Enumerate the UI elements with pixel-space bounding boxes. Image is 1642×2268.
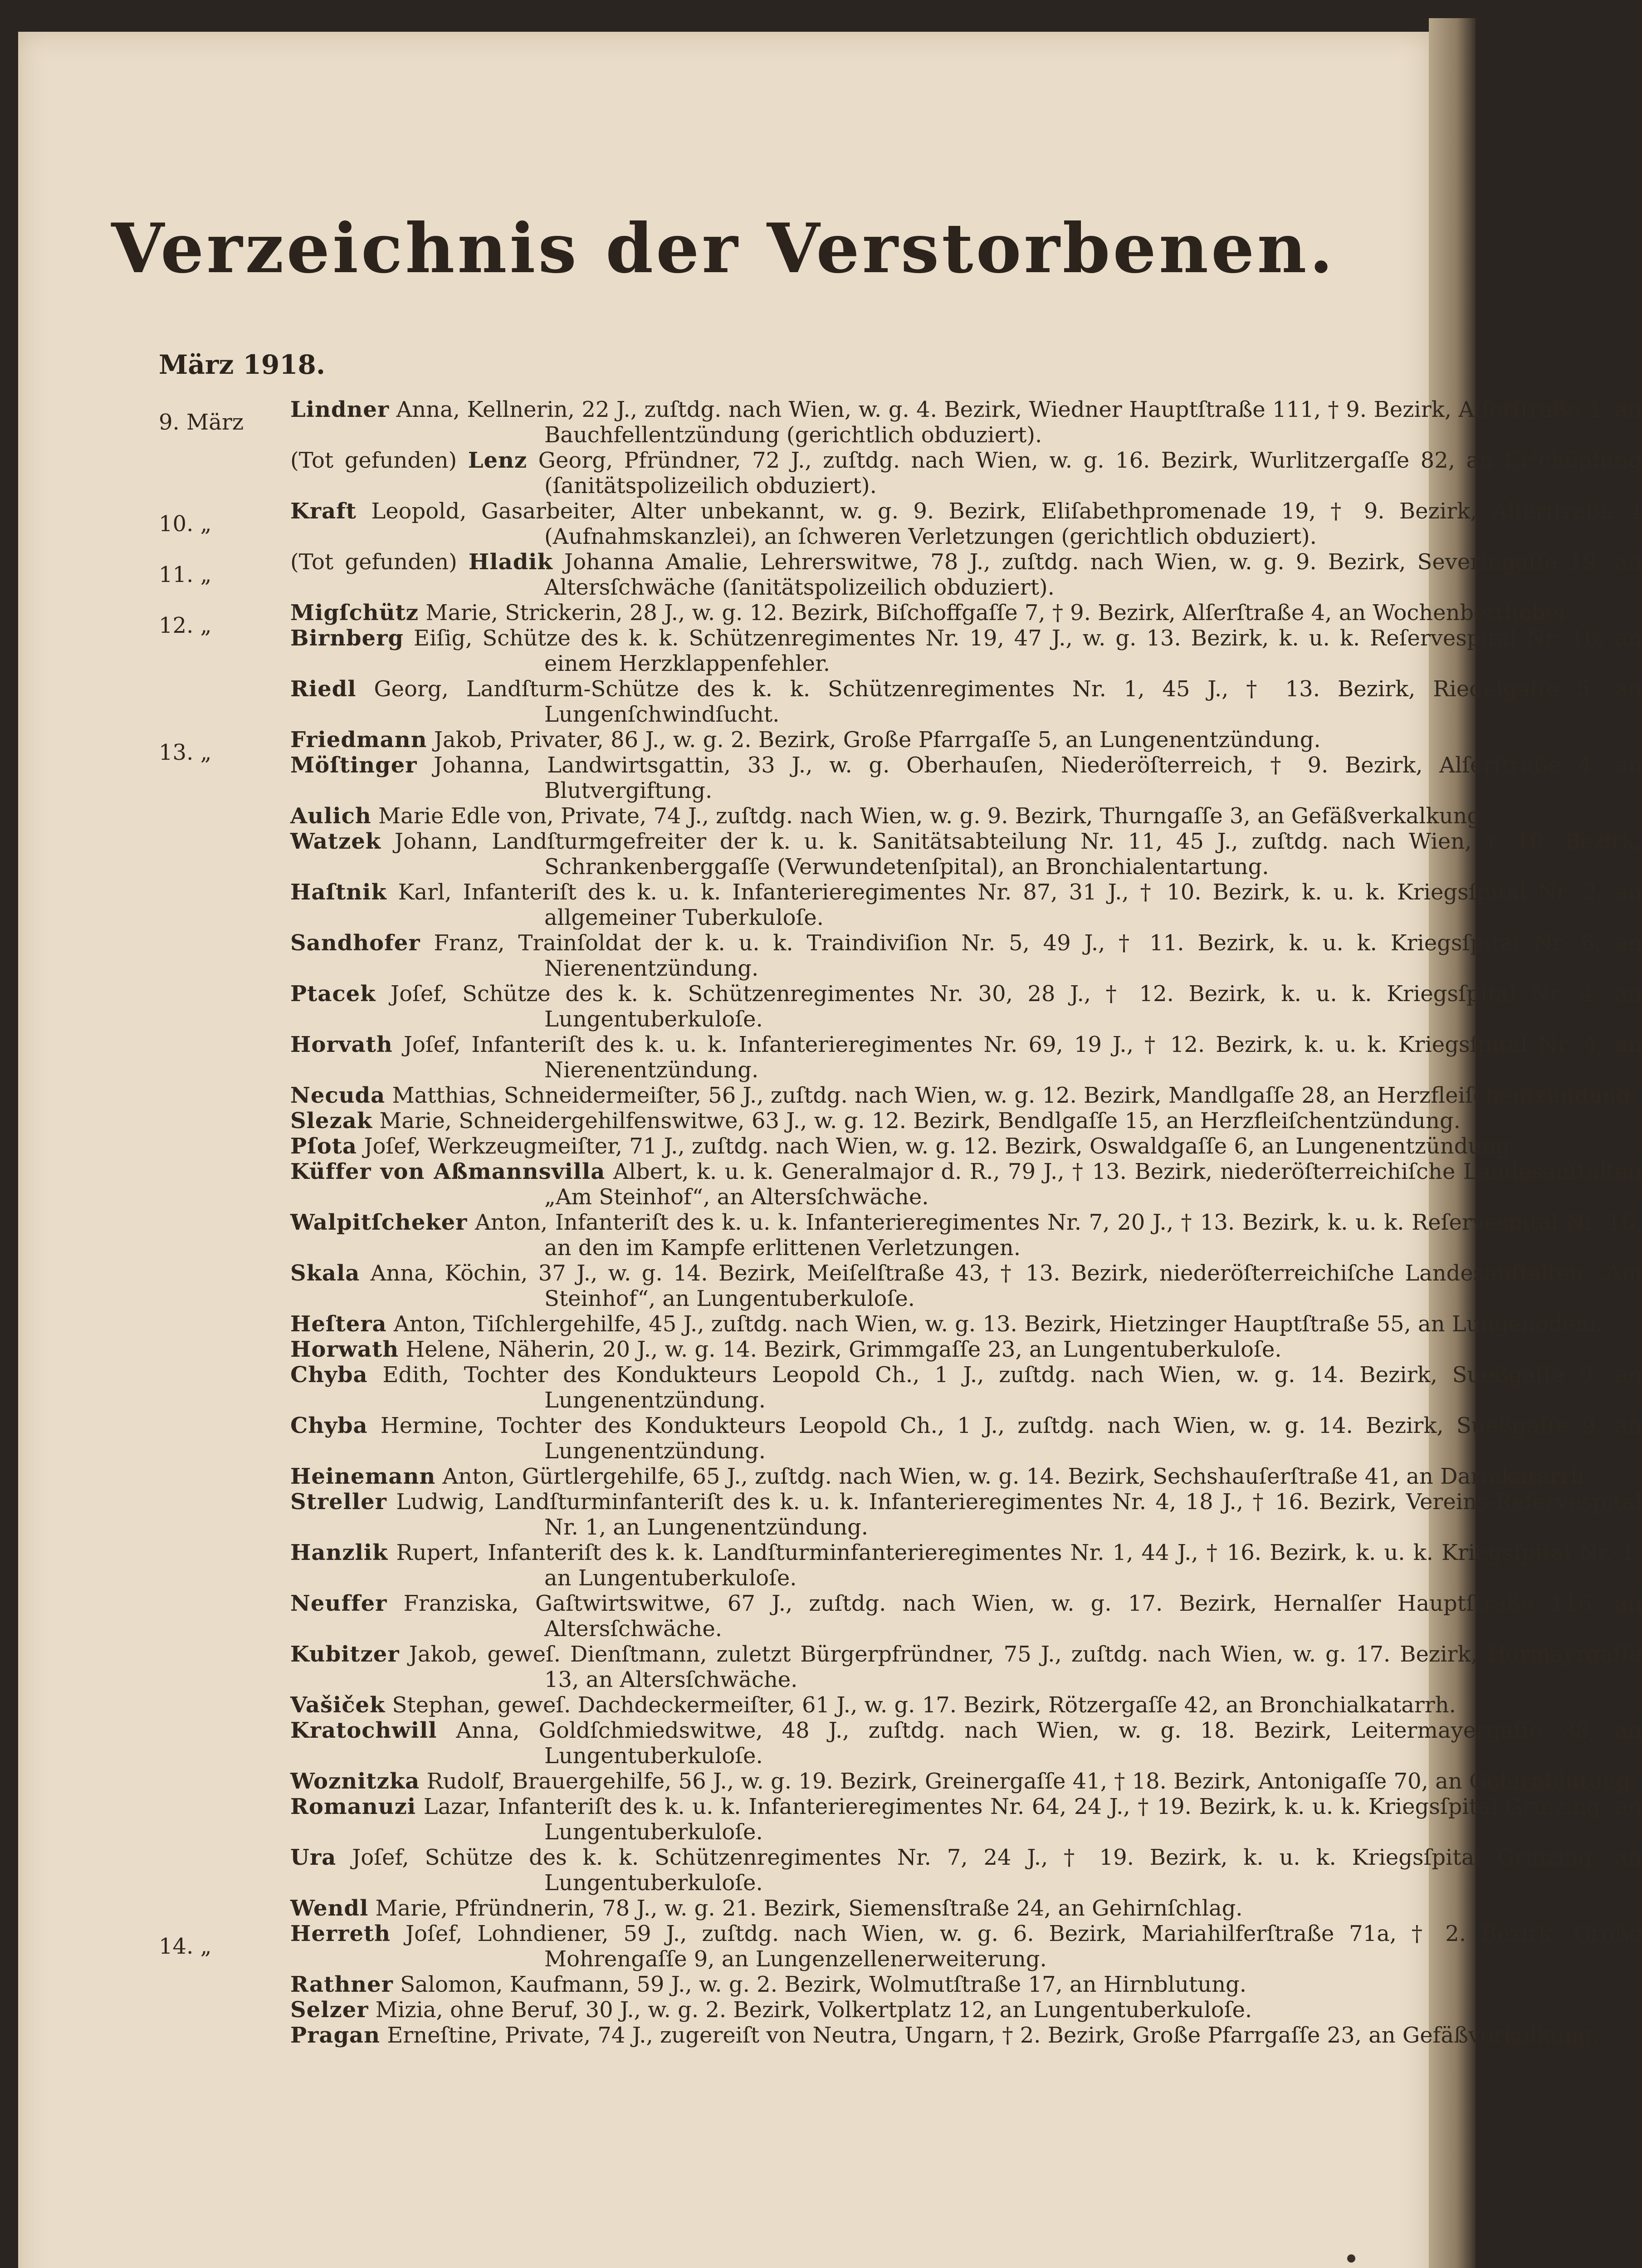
entry-date: 14. „ bbox=[159, 1934, 212, 1959]
list-item bbox=[18, 676, 1642, 727]
entry-name: Chyba bbox=[290, 1362, 368, 1388]
entry-details: Johanna Amalie, Lehrerswitwe, 78 J., zuſtdg. nach Wien, w. g. 9. Bezirk, Severingaſſe 19, an Altersſchwäche (ſanitätspolizeilich obduziert). bbox=[544, 549, 1642, 600]
list-item bbox=[18, 1134, 1517, 1159]
entry-details: Marie, Schneidergehilfenswitwe, 63 J., w. g. 12. Bezirk, Bendlgaſſe 15, an Herzfleiſchentzündung. bbox=[372, 1108, 1461, 1134]
list-item bbox=[18, 930, 1642, 981]
entry-text bbox=[290, 829, 1642, 880]
entry-date: 10. „ bbox=[159, 511, 212, 537]
entry-details: Georg, Landſturm-Schütze des k. k. Schützenregimentes Nr. 1, 45 J., † 13. Bezirk, Riedelgaſſe 5, an Lungenſchwindſucht. bbox=[356, 676, 1642, 727]
page-title: Verzeichnis der Verstorbenen. bbox=[111, 209, 1336, 288]
list-item bbox=[18, 1261, 1642, 1311]
list-item bbox=[18, 1489, 1642, 1540]
list-item bbox=[18, 753, 1642, 803]
list-item bbox=[18, 1083, 1637, 1108]
entry-name: Romanuzi bbox=[290, 1794, 416, 1819]
entry-details: Joſef, Schütze des k. k. Schützenregimentes Nr. 7, 24 J., † 19. Bezirk, k. u. k. Kriegsſpital Grinzing, an Lungentuberkuloſe. bbox=[336, 1845, 1642, 1896]
entry-name: Neuffer bbox=[290, 1591, 387, 1616]
list-item bbox=[18, 981, 1642, 1032]
entry-name: Heinemann bbox=[290, 1464, 436, 1489]
list-item bbox=[18, 1540, 1642, 1591]
entry-name: Sandhofer bbox=[290, 930, 420, 956]
entry-text bbox=[290, 1997, 1642, 2023]
entry-text bbox=[290, 1108, 1642, 1134]
entry-text bbox=[290, 727, 1642, 753]
entry-text bbox=[290, 499, 1642, 549]
entry-name: Haſtnik bbox=[290, 880, 387, 905]
list-item bbox=[18, 1032, 1642, 1083]
entry-details: Marie, Strickerin, 28 J., w. g. 12. Bezirk, Biſchoffgaſſe 7, † 9. Bezirk, Alſerſtraße 4, an Wochenbettfieber. bbox=[419, 600, 1574, 626]
entry-details: Leopold, Gasarbeiter, Alter unbekannt, w. g. 9. Bezirk, Eliſabethpromenade 19, † 9. Bezirk, Alſerſtraße 4 (Aufnahmskanzlei), an ſchweren Verletzungen (gerichtlich obduziert). bbox=[356, 499, 1642, 549]
list-item bbox=[18, 880, 1642, 930]
list-item bbox=[18, 1769, 1637, 1794]
entry-details: Ludwig, Landſturminfanteriſt des k. u. k. Infanterieregimentes Nr. 4, 18 J., † 16. Bezirk, Vereins-Reſervespital Nr. 1, an Lungenentzündung. bbox=[386, 1489, 1642, 1540]
list-item bbox=[18, 1718, 1642, 1769]
entry-details: Joſef, Schütze des k. k. Schützenregimentes Nr. 30, 28 J., † 12. Bezirk, k. u. k. Kriegsſpital Nr. 4, an Lungentuberkuloſe. bbox=[376, 981, 1642, 1032]
entry-name: Kraft bbox=[290, 499, 357, 524]
entry-details: Lazar, Infanteriſt des k. u. k. Infanterieregimentes Nr. 64, 24 J., † 19. Bezirk, k. u. k. Kriegsſpital Grinzing, an Lungentuberkuloſe. bbox=[416, 1794, 1642, 1845]
entry-name: Necuda bbox=[290, 1083, 386, 1108]
entry-name: Horwath bbox=[290, 1337, 399, 1362]
list-item bbox=[18, 1362, 1642, 1413]
entry-date: 13. „ bbox=[159, 740, 212, 765]
entry-name: Chyba bbox=[290, 1413, 368, 1438]
entry-name: Kubitzer bbox=[290, 1642, 400, 1667]
entry-details: Salomon, Kaufmann, 59 J., w. g. 2. Bezirk, Wolmutſtraße 17, an Hirnblutung. bbox=[393, 1972, 1247, 1997]
entry-text bbox=[290, 1845, 1642, 1896]
entry-details: Marie Edle von, Private, 74 J., zuſtdg. nach Wien, w. g. 9. Bezirk, Thurngaſſe 3, an Gefäßverkalkung. bbox=[371, 803, 1488, 829]
entry-text bbox=[290, 1311, 1642, 1337]
entry-name: Lindner bbox=[290, 397, 390, 422]
entry-details: Anna, Goldſchmiedswitwe, 48 J., zuſtdg. nach Wien, w. g. 18. Bezirk, Leitermayergaſſe 38, an Lungentuberkuloſe. bbox=[437, 1718, 1642, 1769]
entry-name: Vašiček bbox=[290, 1692, 386, 1718]
entry-details: Franz, Trainſoldat der k. u. k. Traindiviſion Nr. 5, 49 J., † 11. Bezirk, k. u. k. Kriegsſpital Nr. 6, an Nierenentzündung. bbox=[420, 930, 1642, 981]
ink-dot bbox=[1347, 2254, 1355, 2263]
entry-text bbox=[290, 1642, 1642, 1692]
list-item bbox=[18, 1997, 1429, 2023]
list-item bbox=[18, 1311, 1603, 1337]
entry-text bbox=[290, 549, 1642, 600]
entry-text bbox=[290, 880, 1642, 930]
entry-text bbox=[290, 1921, 1642, 1972]
entry-name: Woznitzka bbox=[290, 1769, 420, 1794]
entry-name: Hladik bbox=[469, 549, 553, 575]
entry-details: Anton, Infanteriſt des k. u. k. Infanterieregimentes Nr. 7, 20 J., † 13. Bezirk, k. u. k. Reſervespital Nr. 16, an den im Kampfe erlittenen Verletzungen. bbox=[467, 1210, 1642, 1261]
entry-text bbox=[290, 448, 1642, 499]
entry-name: Aulich bbox=[290, 803, 371, 829]
entry-details: Jakob, geweſ. Dienſtmann, zuletzt Bürgerpfründner, 75 J., zuſtdg. nach Wien, w. g. 17. Bezirk, Hormayrgaſſe 13, an Altersſchwäche. bbox=[399, 1642, 1642, 1692]
entry-text bbox=[290, 981, 1642, 1032]
entry-text bbox=[290, 1540, 1642, 1591]
list-item bbox=[18, 1210, 1642, 1261]
entry-name: Watzek bbox=[290, 829, 381, 854]
entry-name: Lenz bbox=[468, 448, 528, 473]
entry-details: Eiſig, Schütze des k. k. Schützenregimentes Nr. 19, 47 J., w. g. 13. Bezirk, k. u. k. Reſervespital Nr. 16, an einem Herzklappenfehler. bbox=[403, 626, 1642, 676]
list-item bbox=[18, 499, 1642, 549]
entry-details: Karl, Infanteriſt des k. u. k. Infanterieregimentes Nr. 87, 31 J., † 10. Bezirk, k. u. k. Kriegsſpital Nr. 2, an allgemeiner Tuberkuloſe. bbox=[386, 880, 1642, 930]
entry-text bbox=[290, 1464, 1642, 1489]
entry-text bbox=[290, 1692, 1642, 1718]
entry-text bbox=[290, 1261, 1642, 1311]
list-item bbox=[18, 600, 1574, 638]
entry-details: Rudolf, Brauergehilfe, 56 J., w. g. 19. Bezirk, Greinergaſſe 41, † 18. Bezirk, Antonigaſſe 70, an Gehirnblutung. bbox=[420, 1769, 1637, 1794]
list-item bbox=[18, 803, 1488, 829]
list-item bbox=[18, 829, 1642, 880]
list-item bbox=[18, 549, 1642, 600]
entry-name: Birnberg bbox=[290, 626, 404, 651]
entry-prefix: (Tot gefunden) bbox=[290, 549, 469, 575]
entry-prefix: (Tot gefunden) bbox=[290, 448, 468, 473]
list-item bbox=[18, 397, 1642, 448]
entry-name: Rathner bbox=[290, 1972, 393, 1997]
entry-text bbox=[290, 1134, 1642, 1159]
entry-details: Johann, Landſturmgefreiter der k. u. k. Sanitätsabteilung Nr. 11, 45 J., zuſtdg. nach Wien, † 10. Bezirk, Schrankenberggaſſe (Verwundetenſpital), an Bronchialentartung. bbox=[381, 829, 1642, 880]
entry-details: Hermine, Tochter des Kondukteurs Leopold Ch., 1 J., zuſtdg. nach Wien, w. g. 14. Bezirk, Sueßgaſſe 9, an Lungenentzündung. bbox=[367, 1413, 1642, 1464]
entry-name: Streller bbox=[290, 1489, 387, 1515]
entry-date: 12. „ bbox=[159, 613, 212, 638]
entry-name: Wendl bbox=[290, 1896, 369, 1921]
entry-text bbox=[290, 397, 1642, 448]
list-item bbox=[18, 1896, 1429, 1921]
entry-details: Matthias, Schneidermeiſter, 56 J., zuſtdg. nach Wien, w. g. 12. Bezirk, Mandlgaſſe 28, an Herzfleiſchentzündung. bbox=[385, 1083, 1637, 1108]
list-item bbox=[18, 1591, 1642, 1642]
entry-name: Riedl bbox=[290, 676, 357, 702]
entry-details: Johanna, Landwirtsgattin, 33 J., w. g. Oberhauſen, Niederöſterreich, † 9. Bezirk, Alſerſtraße 4, an Blutvergiftung. bbox=[417, 753, 1642, 803]
list-item bbox=[18, 1692, 1456, 1718]
entry-name: Horvath bbox=[290, 1032, 393, 1057]
entry-text bbox=[290, 1083, 1642, 1108]
entry-details: Helene, Näherin, 20 J., w. g. 14. Bezirk, Grimmgaſſe 23, an Lungentuberkuloſe. bbox=[399, 1337, 1282, 1362]
list-item bbox=[18, 626, 1642, 676]
entry-name: Pragan bbox=[290, 2023, 381, 2048]
entry-list bbox=[18, 397, 1642, 2048]
entry-details: Anna, Köchin, 37 J., w. g. 14. Bezirk, Meiſelſtraße 43, † 13. Bezirk, niederöſterreichiſche Landesanſtalten „Am Steinhof“, an Lungentuberkuloſe. bbox=[360, 1261, 1642, 1311]
entry-details: Franziska, Gaſtwirtswitwe, 67 J., zuſtdg. nach Wien, w. g. 17. Bezirk, Hernalſer Hauptſtraße 116, an Altersſchwäche. bbox=[387, 1591, 1642, 1642]
entry-text bbox=[290, 753, 1642, 803]
entry-name: Kratochwill bbox=[290, 1718, 437, 1743]
list-item bbox=[18, 727, 1429, 765]
entry-details: Georg, Pfründner, 72 J., zuſtdg. nach Wien, w. g. 16. Bezirk, Wurlitzergaſſe 82, an Erſchöpfung (ſanitätspolizeilich obduziert). bbox=[527, 448, 1642, 499]
entry-text bbox=[290, 1896, 1642, 1921]
entry-details: Joſef, Infanteriſt des k. u. k. Infanterieregimentes Nr. 69, 19 J., † 12. Bezirk, k. u. k. Kriegsſpital Nr. 4, an Nierenentzündung. bbox=[392, 1032, 1642, 1083]
entry-details: Joſef, Lohndiener, 59 J., zuſtdg. nach Wien, w. g. 6. Bezirk, Mariahilferſtraße 71a, † 2. Bezirk, Große Mohrengaſſe 9, an Lungenzellenerweiterung. bbox=[391, 1921, 1642, 1972]
list-item bbox=[18, 1413, 1642, 1464]
list-item bbox=[18, 1464, 1592, 1489]
entry-date: 11. „ bbox=[159, 562, 212, 587]
entry-name: Skala bbox=[290, 1261, 360, 1286]
document-page bbox=[18, 32, 1642, 2268]
list-item bbox=[18, 1972, 1429, 1997]
entry-details: Marie, Pfründnerin, 78 J., w. g. 21. Bezirk, Siemensſtraße 24, an Gehirnſchlag. bbox=[368, 1896, 1243, 1921]
entry-details: Albert, k. u. k. Generalmajor d. R., 79 J., † 13. Bezirk, niederöſterreichiſche Landesanſtalten „Am Steinhof“, an Altersſchwäche. bbox=[544, 1159, 1642, 1210]
entry-details: Edith, Tochter des Kondukteurs Leopold Ch., 1 J., zuſtdg. nach Wien, w. g. 14. Bezirk, Sueßgaſſe 9, an Lungenentzündung. bbox=[367, 1362, 1642, 1413]
list-item bbox=[18, 1159, 1642, 1210]
entry-text bbox=[290, 1362, 1642, 1413]
entry-name: Pſota bbox=[290, 1134, 357, 1159]
entry-name: Friedmann bbox=[290, 727, 427, 753]
entry-text bbox=[290, 1591, 1642, 1642]
list-item bbox=[18, 1794, 1642, 1845]
entry-name: Möſtinger bbox=[290, 753, 417, 778]
entry-text bbox=[290, 930, 1642, 981]
entry-details: Erneſtine, Private, 74 J., zugereiſt von Neutra, Ungarn, † 2. Bezirk, Große Pfarrgaſſe 23, an Gefäßverkalkung. bbox=[380, 2023, 1599, 2048]
list-item bbox=[18, 1337, 1429, 1362]
entry-details: Jakob, Privater, 86 J., w. g. 2. Bezirk, Große Pfarrgaſſe 5, an Lungenentzündung. bbox=[427, 727, 1321, 753]
entry-name: Hanzlik bbox=[290, 1540, 388, 1565]
entry-name: Ura bbox=[290, 1845, 337, 1870]
list-item bbox=[18, 1921, 1642, 1972]
list-item bbox=[18, 1845, 1642, 1896]
entry-details: Anna, Kellnerin, 22 J., zuſtdg. nach Wien, w. g. 4. Bezirk, Wiedner Hauptſtraße 111, † 9. Bezirk, Alſerſtraße 4, an Bauchfellentzündung (gerichtlich obduziert). bbox=[389, 397, 1642, 448]
entry-text bbox=[290, 1413, 1642, 1464]
entry-name: Heſtera bbox=[290, 1311, 387, 1337]
list-item bbox=[18, 2023, 1599, 2048]
entry-details: Anton, Tiſchlergehilfe, 45 J., zuſtdg. nach Wien, w. g. 13. Bezirk, Hietzinger Hauptſtraße 55, an Lungenödem. bbox=[386, 1311, 1603, 1337]
entry-text bbox=[290, 676, 1642, 727]
entry-text bbox=[290, 2023, 1642, 2048]
entry-name: Selzer bbox=[290, 1997, 369, 2023]
entry-text bbox=[290, 1972, 1642, 1997]
entry-text bbox=[290, 803, 1642, 829]
entry-name: Slezak bbox=[290, 1108, 373, 1134]
list-item bbox=[18, 1642, 1642, 1692]
entry-text bbox=[290, 626, 1642, 676]
list-item bbox=[18, 448, 1642, 499]
entry-text bbox=[290, 1210, 1642, 1261]
entry-text bbox=[290, 1794, 1642, 1845]
entry-details: Rupert, Infanteriſt des k. k. Landſturminfanterieregimentes Nr. 1, 44 J., † 16. Bezirk, k. u. k. Kriegsſpital Nr. 1, an Lungentuberkuloſe. bbox=[388, 1540, 1642, 1591]
entry-text bbox=[290, 1337, 1642, 1362]
entry-text bbox=[290, 1718, 1642, 1769]
month-heading: März 1918. bbox=[159, 349, 326, 380]
entry-name: Herreth bbox=[290, 1921, 391, 1946]
entry-date: 9. März bbox=[159, 410, 244, 435]
entry-name: Migſchütz bbox=[290, 600, 419, 626]
list-item bbox=[18, 1108, 1461, 1134]
entry-text bbox=[290, 1032, 1642, 1083]
entry-text bbox=[290, 600, 1642, 626]
entry-text bbox=[290, 1159, 1642, 1210]
entry-details: Anton, Gürtlergehilfe, 65 J., zuſtdg. nach Wien, w. g. 14. Bezirk, Sechshauſerſtraße 41, an Darmkatarrh. bbox=[435, 1464, 1592, 1489]
entry-name: Ptacek bbox=[290, 981, 376, 1007]
entry-details: Mizia, ohne Beruf, 30 J., w. g. 2. Bezirk, Volkertplatz 12, an Lungentuberkuloſe. bbox=[368, 1997, 1252, 2023]
entry-text bbox=[290, 1769, 1642, 1794]
entry-text bbox=[290, 1489, 1642, 1540]
entry-details: Stephan, geweſ. Dachdeckermeiſter, 61 J., w. g. 17. Bezirk, Rötzergaſſe 42, an Bronchialkatarrh. bbox=[385, 1692, 1456, 1718]
entry-details: Joſef, Werkzeugmeiſter, 71 J., zuſtdg. nach Wien, w. g. 12. Bezirk, Oswaldgaſſe 6, an Lungenentzündung. bbox=[357, 1134, 1517, 1159]
entry-name: Küffer von Aßmannsvilla bbox=[290, 1159, 606, 1184]
entry-name: Walpitſcheker bbox=[290, 1210, 468, 1235]
